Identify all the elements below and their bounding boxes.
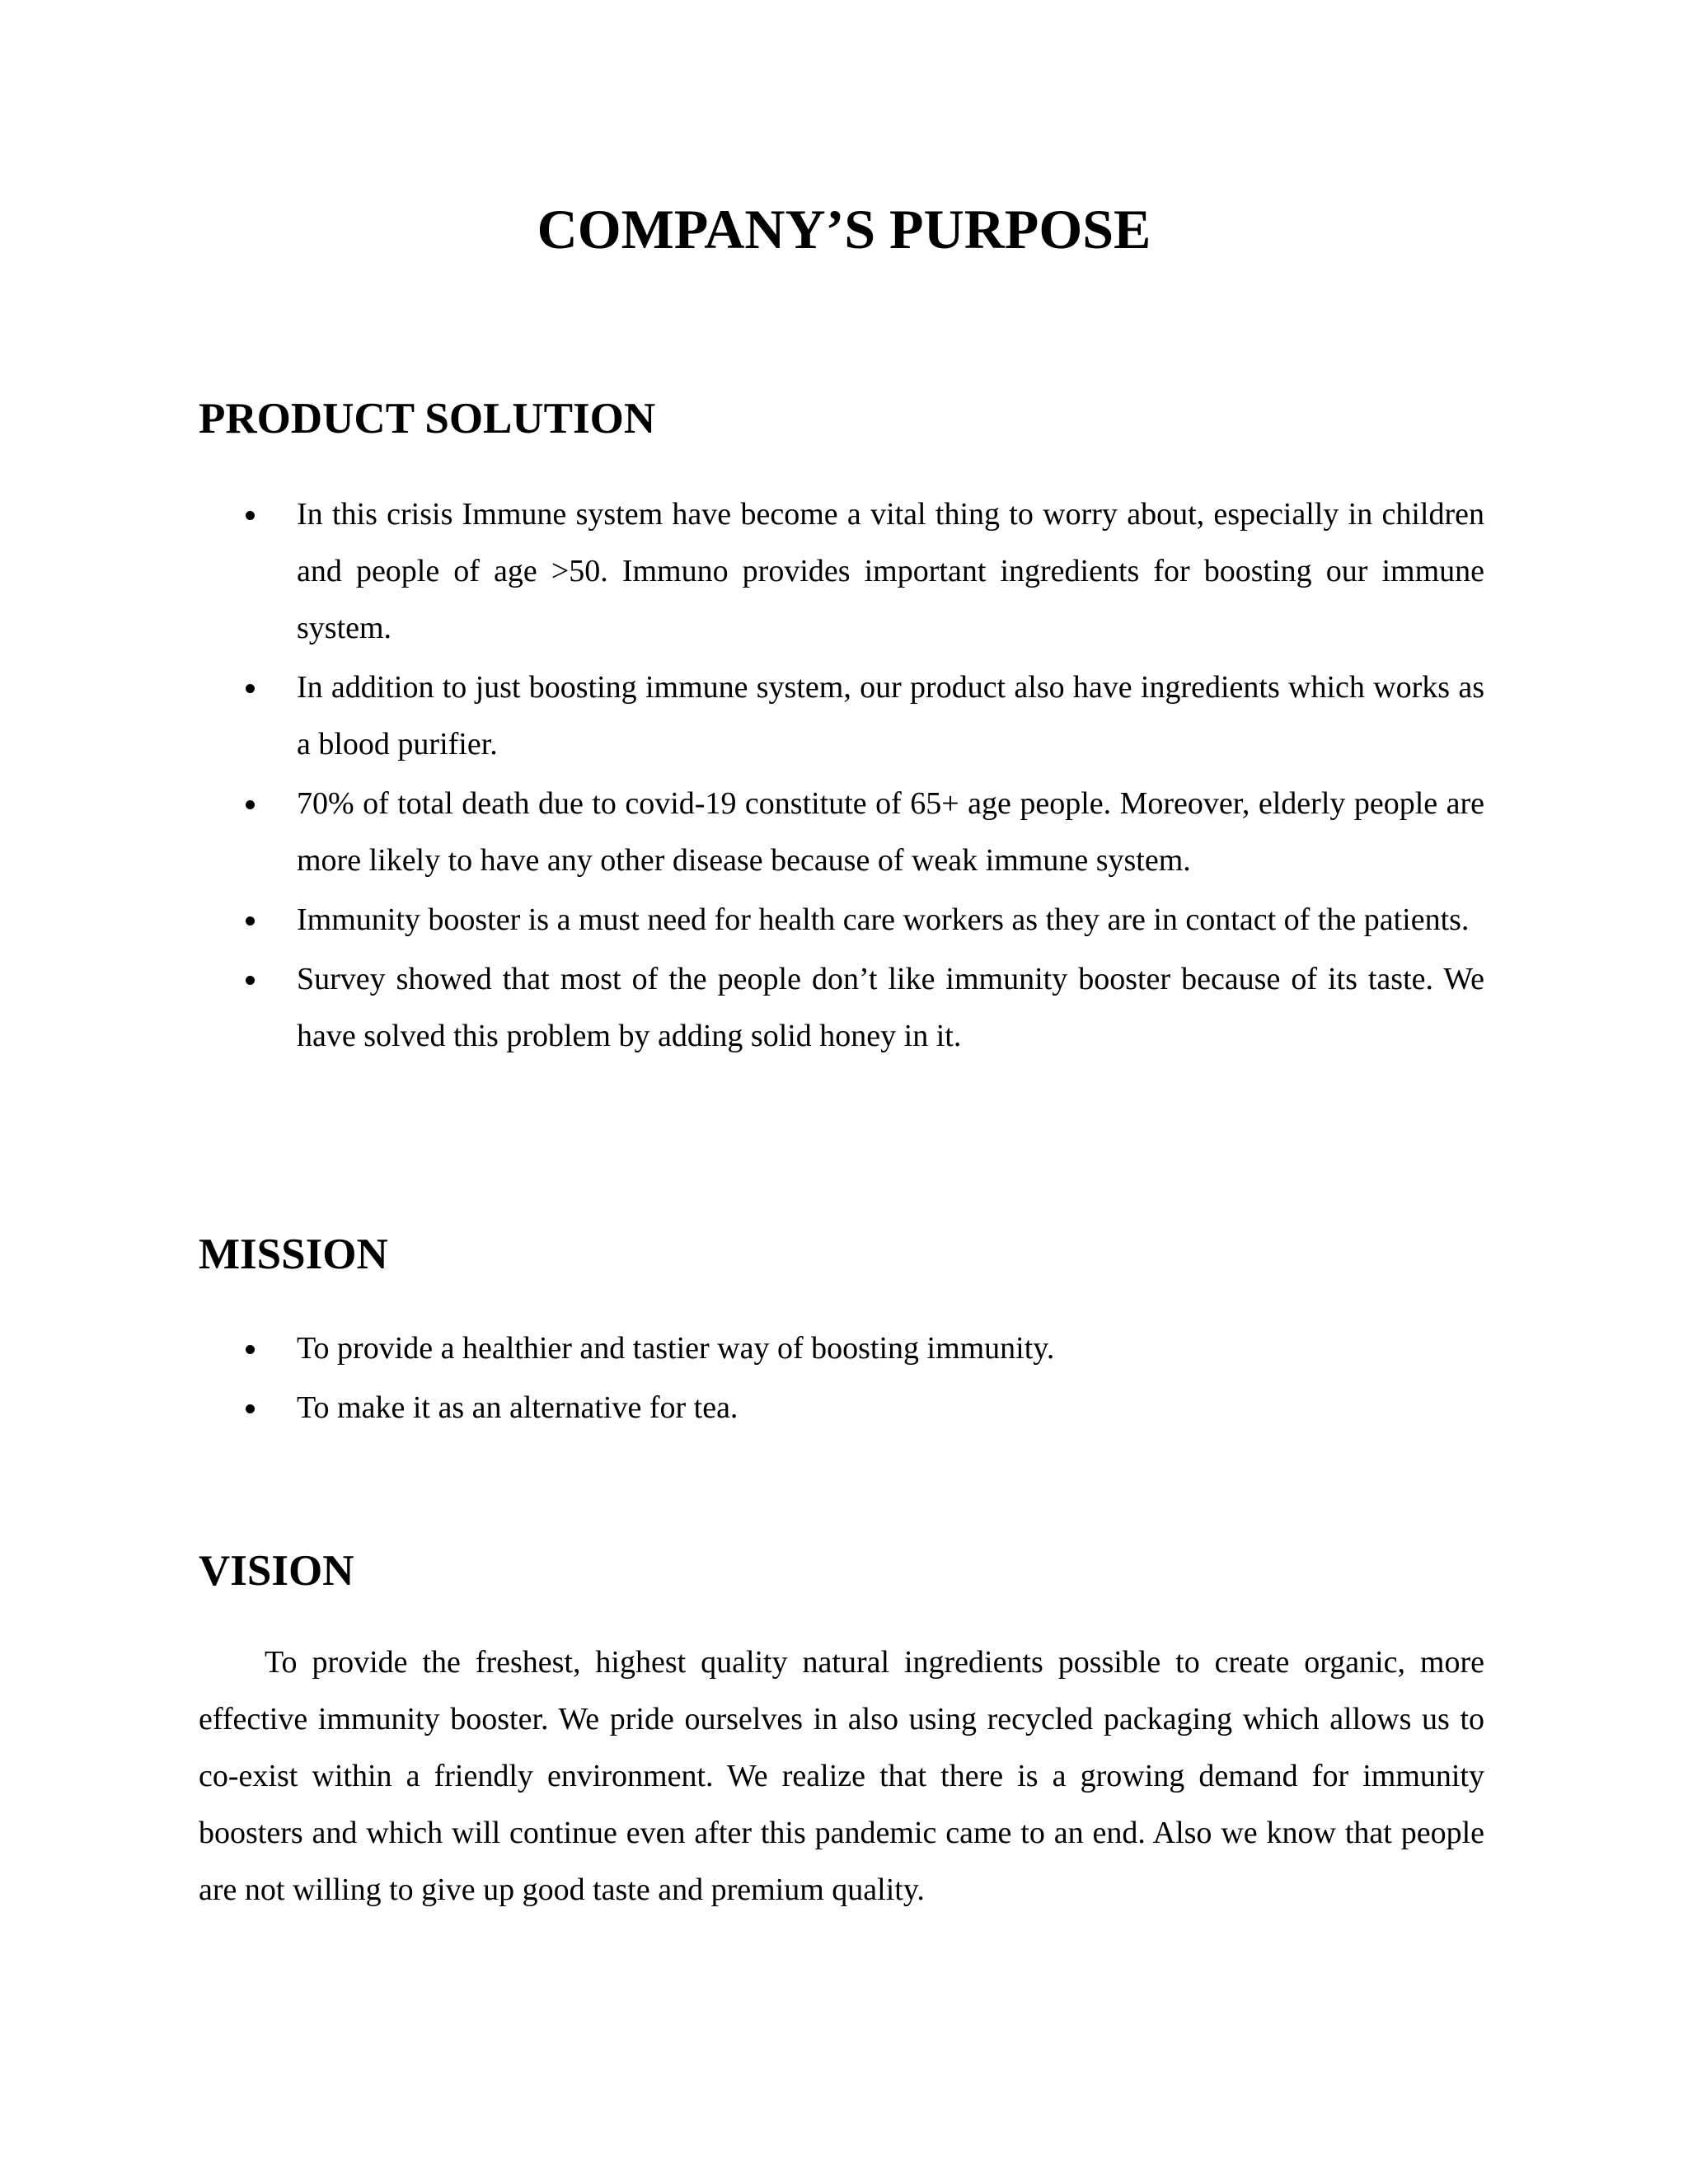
bullet-icon <box>246 1345 255 1354</box>
list-item <box>199 486 1484 657</box>
list-item <box>199 776 1484 889</box>
vision-paragraph: To provide the freshest, highest quality natural ingredients possible to create organic, more effective immunity booster. We pride ourselves in also using recycled packaging which allows us to co-exist within a friendly environment. We realize that there is a growing demand for immunity boosters and which will continue even after this pandemic came to an end. Also we know that people are not willing to give up good taste and premium quality. <box>199 1645 1484 1907</box>
vision-heading: VISION <box>199 1547 354 1595</box>
list-item <box>199 951 1484 1065</box>
list-item-text: 70% of total death due to covid-19 constitute of 65+ age people. Moreover, elderly people are more likely to have any other disease because of weak immune system. <box>297 786 1484 878</box>
mission-heading: MISSION <box>199 1230 388 1278</box>
list-item-text: Survey showed that most of the people don’t like immunity booster because of its taste. We have solved this problem by adding solid honey in it. <box>297 962 1484 1053</box>
mission-list <box>199 1320 1484 1439</box>
list-item-text: Immunity booster is a must need for health care workers as they are in contact of the patients. <box>297 902 1470 937</box>
bullet-icon <box>246 1404 255 1413</box>
bullet-icon <box>246 800 255 809</box>
product-solution-list <box>199 486 1484 1067</box>
list-item-text: To make it as an alternative for tea. <box>297 1390 738 1425</box>
list-item <box>199 1380 1484 1436</box>
bullet-icon <box>246 511 255 520</box>
product-solution-heading: PRODUCT SOLUTION <box>199 395 656 443</box>
bullet-icon <box>246 684 255 693</box>
page-title: COMPANY’S PURPOSE <box>537 198 1151 260</box>
list-item <box>199 659 1484 773</box>
list-item-text: In this crisis Immune system have become a vital thing to worry about, especially in children and people of age >50. Immuno provides important ingredients for boosting our immune system. <box>297 497 1484 645</box>
list-item-text: In addition to just boosting immune system, our product also have ingredients which works as a blood purifier. <box>297 670 1484 762</box>
list-item-text: To provide a healthier and tastier way of boosting immunity. <box>297 1331 1055 1366</box>
bullet-icon <box>246 916 255 926</box>
list-item <box>199 892 1484 949</box>
bullet-icon <box>246 976 255 985</box>
list-item <box>199 1320 1484 1377</box>
